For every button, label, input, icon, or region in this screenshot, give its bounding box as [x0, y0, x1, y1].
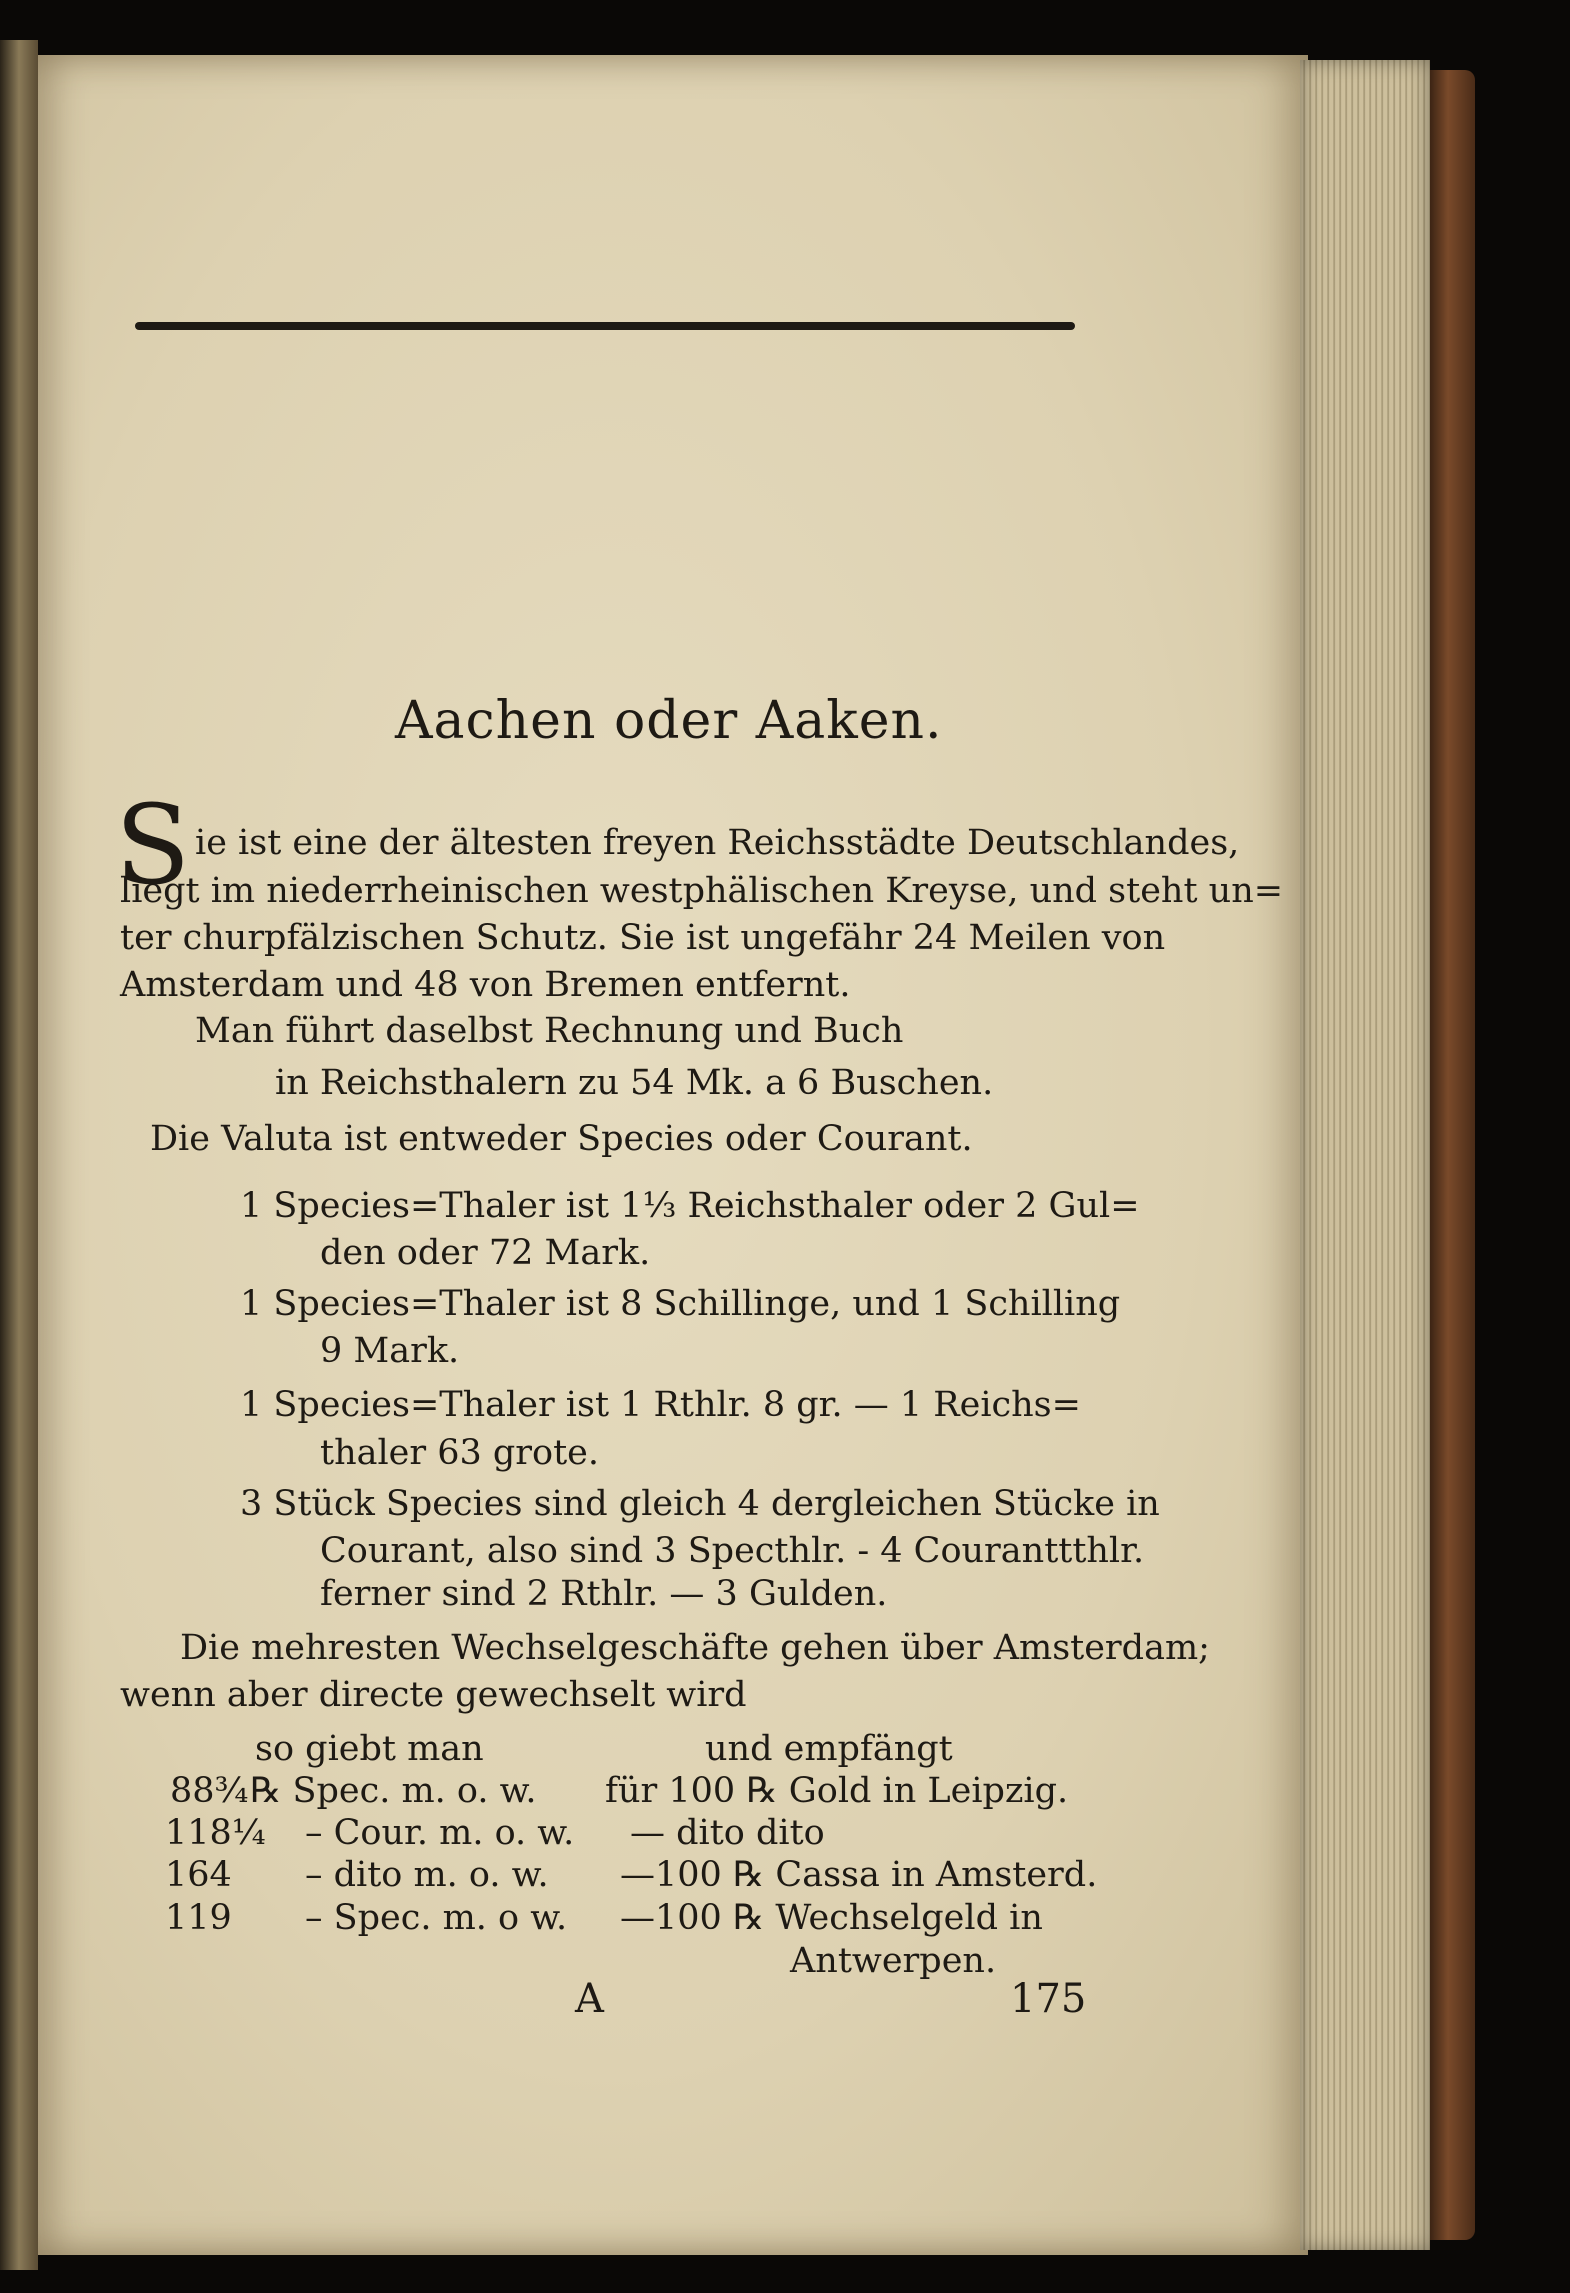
table-header-give: so giebt man	[255, 1729, 484, 1769]
rule-line: 1 Species=Thaler ist 1 Rthlr. 8 gr. — 1 Reichs=	[240, 1385, 1081, 1425]
intro-line: Amsterdam und 48 von Bremen entfernt.	[120, 965, 851, 1005]
exchange-intro-line: wenn aber directe gewechselt wird	[120, 1675, 747, 1715]
table-cell-receive-continued: Antwerpen.	[790, 1941, 997, 1981]
intro-line: ter churpfälzischen Schutz. Sie ist ungefähr 24 Meilen von	[120, 918, 1166, 958]
table-cell-amount: 88¾	[170, 1771, 249, 1811]
table-cell-receive: für 100 ℞ Gold in Leipzig.	[605, 1771, 1069, 1811]
rule-line: thaler 63 grote.	[320, 1433, 600, 1473]
table-cell-give: – dito m. o. w.	[305, 1855, 549, 1895]
table-cell-receive: —100 ℞ Wechselgeld in	[620, 1898, 1043, 1938]
page-number: 175	[1010, 1976, 1087, 2022]
header-rule	[135, 322, 1075, 330]
drop-cap: S	[115, 781, 191, 909]
table-cell-amount: 119	[165, 1898, 232, 1938]
table-header-receive: und empfängt	[705, 1729, 953, 1769]
accounting-line: Man führt daselbst Rechnung und Buch	[195, 1011, 904, 1051]
rule-line: 1 Species=Thaler ist 1⅓ Reichsthaler oder 2 Gul=	[240, 1186, 1140, 1226]
table-cell-amount: 164	[165, 1855, 232, 1895]
exchange-intro-line: Die mehresten Wechselgeschäfte gehen über Amsterdam;	[180, 1628, 1210, 1668]
rule-line: ferner sind 2 Rthlr. — 3 Gulden.	[320, 1574, 888, 1614]
accounting-line: in Reichsthalern zu 54 Mk. a 6 Buschen.	[275, 1063, 994, 1103]
intro-line: ie ist eine der ältesten freyen Reichsstädte Deutschlandes,	[195, 823, 1240, 863]
table-cell-give: ℞ Spec. m. o. w.	[250, 1771, 537, 1811]
valuta-line: Die Valuta ist entweder Species oder Courant.	[150, 1119, 973, 1159]
rule-line: Courant, also sind 3 Specthlr. - 4 Couranttthlr.	[320, 1531, 1145, 1571]
section-heading: Aachen oder Aaken.	[395, 691, 943, 751]
table-cell-amount: 118¼	[165, 1813, 266, 1853]
signature-mark: A	[575, 1976, 604, 2022]
rule-line: 1 Species=Thaler ist 8 Schillinge, und 1 Schilling	[240, 1284, 1121, 1324]
table-cell-receive: — dito dito	[630, 1813, 825, 1853]
rule-line: 3 Stück Species sind gleich 4 dergleichen Stücke in	[240, 1484, 1160, 1524]
table-cell-give: – Cour. m. o. w.	[305, 1813, 575, 1853]
rule-line: den oder 72 Mark.	[320, 1233, 651, 1273]
intro-line: liegt im niederrheinischen westphälischen Kreyse, und steht un=	[120, 871, 1284, 911]
table-cell-give: – Spec. m. o w.	[305, 1898, 568, 1938]
table-cell-receive: —100 ℞ Cassa in Amsterd.	[620, 1855, 1098, 1895]
rule-line: 9 Mark.	[320, 1331, 460, 1371]
